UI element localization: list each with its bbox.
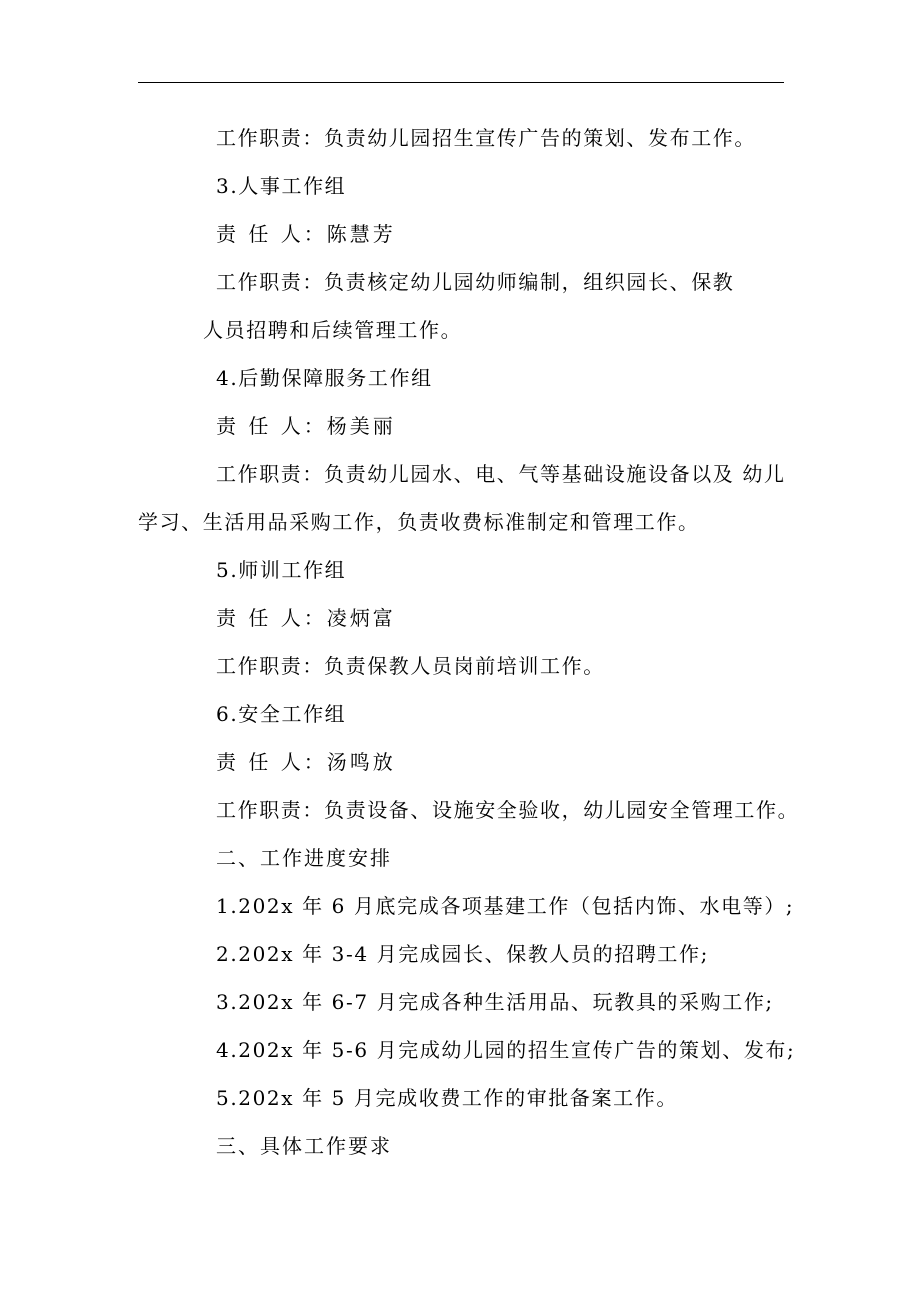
duty-line-personnel-cont: 人员招聘和后续管理工作。 (203, 318, 463, 342)
group-heading-training: 5.师训工作组 (216, 558, 347, 582)
responsible-person-training: 责 任 人：凌炳富 (216, 606, 396, 630)
duty-line-personnel: 工作职责：负责核定幼儿园幼师编制，组织园长、保教 (216, 270, 735, 294)
responsible-person-logistics: 责 任 人：杨美丽 (216, 414, 396, 438)
responsible-person-safety: 责 任 人：汤鸣放 (216, 750, 396, 774)
duty-line-logistics: 工作职责：负责幼儿园水、电、气等基础设施设备以及 幼儿 (216, 462, 786, 486)
group-heading-logistics: 4.后勤保障服务工作组 (216, 366, 433, 390)
schedule-item-2: 2.202x 年 3-4 月完成园长、保教人员的招聘工作; (216, 942, 709, 966)
responsible-person-personnel: 责 任 人：陈慧芳 (216, 222, 396, 246)
schedule-item-5: 5.202x 年 5 月完成收费工作的审批备案工作。 (216, 1086, 678, 1110)
section-heading-requirements: 三、具体工作要求 (216, 1134, 392, 1158)
group-heading-safety: 6.安全工作组 (216, 702, 347, 726)
duty-line-safety: 工作职责：负责设备、设施安全验收，幼儿园安全管理工作。 (216, 798, 800, 822)
group-heading-personnel: 3.人事工作组 (216, 174, 347, 198)
schedule-item-4: 4.202x 年 5-6 月完成幼儿园的招生宣传广告的策划、发布; (216, 1038, 796, 1062)
duty-line-training: 工作职责：负责保教人员岗前培训工作。 (216, 654, 605, 678)
schedule-item-1: 1.202x 年 6 月底完成各项基建工作（包括内饰、水电等）; (216, 894, 795, 918)
duty-line-logistics-cont: 学习、生活用品采购工作，负责收费标准制定和管理工作。 (138, 510, 700, 534)
schedule-item-3: 3.202x 年 6-7 月完成各种生活用品、玩教具的采购工作; (216, 990, 774, 1014)
section-heading-schedule: 二、工作进度安排 (216, 846, 392, 870)
duty-line-propaganda: 工作职责：负责幼儿园招生宣传广告的策划、发布工作。 (216, 126, 756, 150)
header-rule (138, 82, 784, 83)
